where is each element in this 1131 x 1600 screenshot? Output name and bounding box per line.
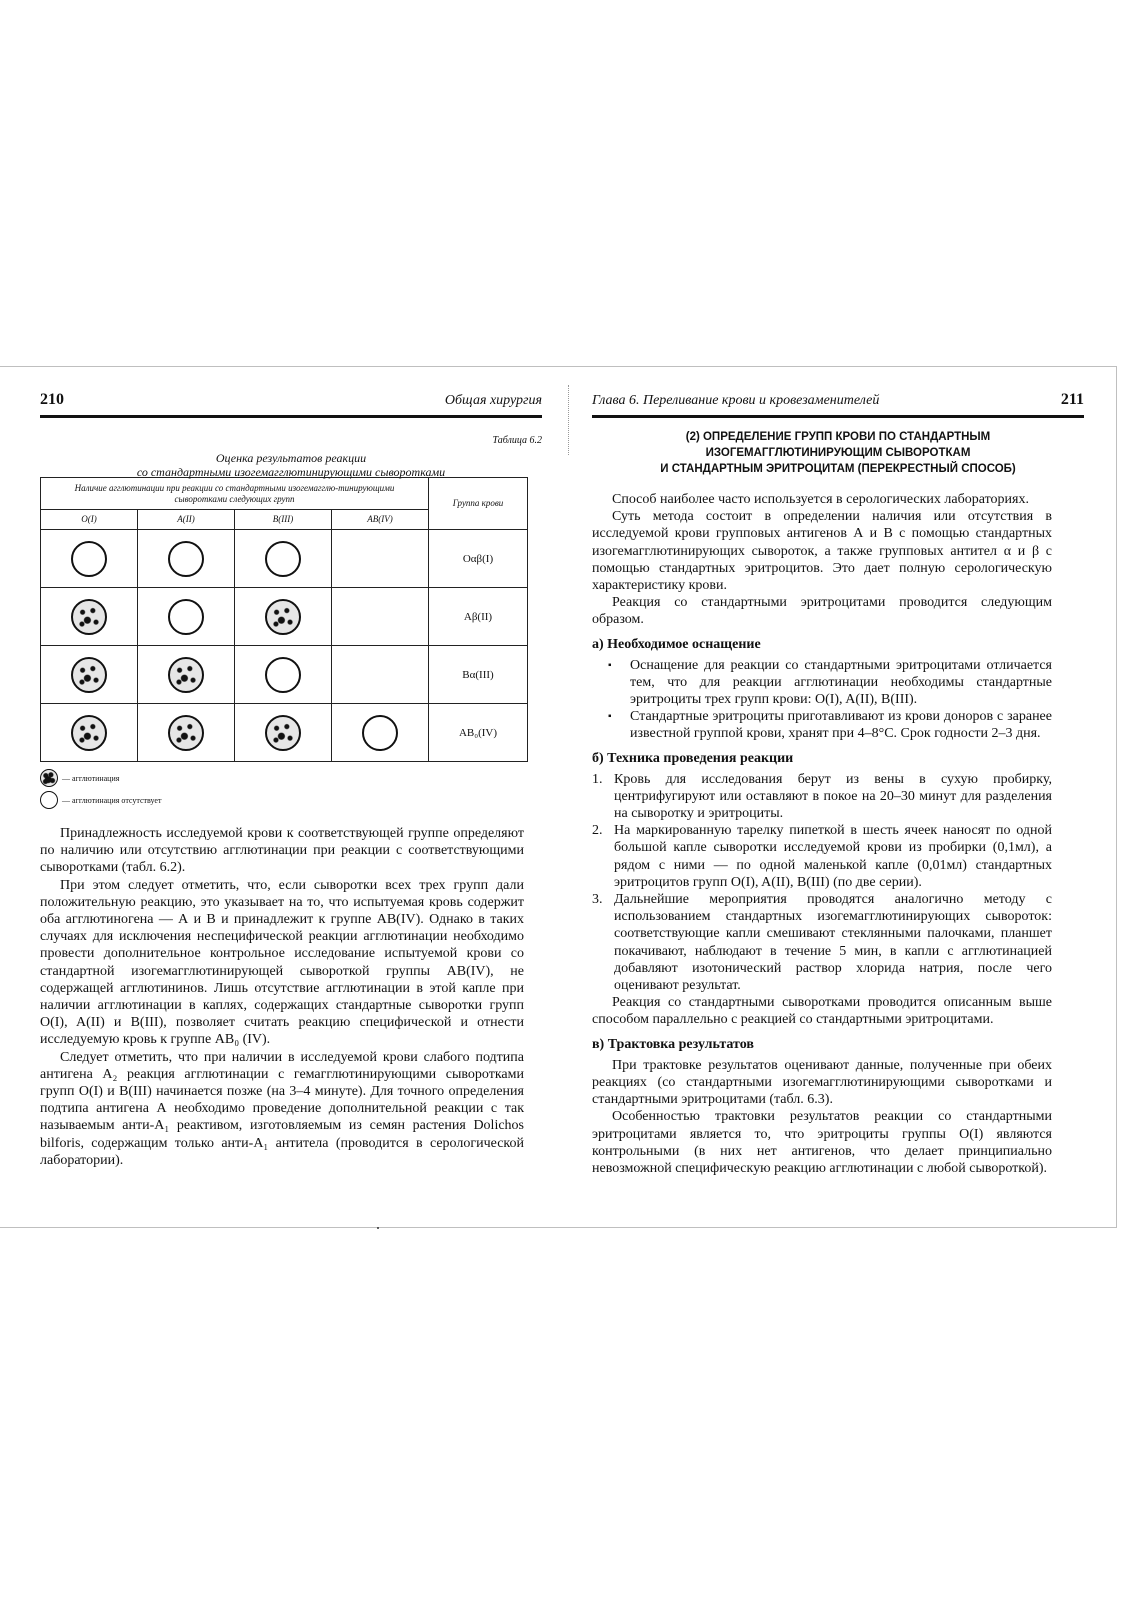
table-row bbox=[41, 646, 528, 704]
agglutination-icon bbox=[168, 715, 204, 751]
no-agglutination-icon bbox=[265, 657, 301, 693]
result-cell bbox=[234, 704, 331, 762]
agglutination-icon bbox=[265, 715, 301, 751]
paragraph: Принадлежность исследуемой крови к соответствующей группе определяют по наличию или отсутствию агглютинации при реакции с соответствующими сыворотками (табл. 6.2). bbox=[40, 826, 524, 876]
agglutination-icon bbox=[71, 599, 107, 635]
result-cell bbox=[137, 530, 234, 588]
result-cell bbox=[137, 704, 234, 762]
result-cell bbox=[137, 646, 234, 704]
agglutination-icon bbox=[71, 715, 107, 751]
caption-line: со стандартными изогемагглютинирующими сыворотками bbox=[136, 465, 446, 479]
speck bbox=[377, 1227, 379, 1229]
table-row bbox=[41, 588, 528, 646]
subheading: а) Необходимое оснащение bbox=[592, 636, 761, 652]
paragraph: Суть метода состоит в определении наличия или отсутствия в исследуемой крови групповых антигенов А и В с помощью стандартных изогемагглютинирующих сывороток, а также групповых антител α и β с помощью стандартных эритроцитов. Это дает полную серологическую характеристику крови. bbox=[592, 509, 1052, 594]
running-title: Общая хирургия bbox=[444, 393, 542, 408]
page-number: 210 bbox=[40, 391, 64, 408]
table-number: Таблица 6.2 bbox=[492, 435, 542, 446]
group-cell: AB₀(IV) bbox=[429, 704, 528, 762]
section-title-line: И СТАНДАРТНЫМ ЭРИТРОЦИТАМ (ПЕРЕКРЕСТНЫЙ СПОСОБ) bbox=[660, 463, 1016, 475]
agglutination-icon bbox=[40, 769, 58, 787]
result-cell bbox=[331, 588, 428, 646]
equipment-list bbox=[592, 657, 1052, 743]
no-agglutination-icon bbox=[362, 715, 398, 751]
running-header bbox=[592, 389, 1084, 418]
list-item bbox=[592, 891, 1052, 994]
result-cell bbox=[41, 704, 138, 762]
table-legend bbox=[40, 767, 161, 811]
section-title-line: (2) ОПРЕДЕЛЕНИЕ ГРУПП КРОВИ ПО СТАНДАРТНЫМ bbox=[685, 431, 991, 443]
result-cell bbox=[331, 530, 428, 588]
agglutination-icon bbox=[71, 657, 107, 693]
list-item: ▪ Оснащение для реакции со стандартными эритроцитами отличается тем, что для реакции агглютинации необходимы стандартные эритроциты трех групп крови: O(I), A(II), B(III). bbox=[592, 657, 1052, 709]
no-agglutination-icon bbox=[168, 541, 204, 577]
paragraph: При трактовке результатов оценивают данные, полученные при обеих реакциях (со стандартными изогемагглютинирующими сыворотками и стандартными эритроцитами (табл. 6.3). bbox=[592, 1057, 1052, 1108]
gutter-shadow bbox=[568, 385, 571, 455]
result-cell bbox=[331, 704, 428, 762]
table-caption bbox=[40, 451, 542, 479]
legend-label: — агглютинация bbox=[62, 773, 120, 783]
agglutination-icon bbox=[265, 599, 301, 635]
book-spread bbox=[0, 366, 1117, 1228]
result-cell bbox=[234, 646, 331, 704]
step-text: На маркированную тарелку пипеткой в шесть ячеек наносят по одной большой капле сыворотки исследуемой крови из пробирки (0,1мл), а рядом с ними — по одной маленькой капле (0,01мл) стандартных эритроцитов групп O(I), A(II), B(III) (по две серии). bbox=[614, 823, 1052, 890]
section-title-line: ИЗОГЕМАГГЛЮТИНИРУЮЩИМ СЫВОРОТКАМ bbox=[705, 447, 971, 459]
paragraph: Особенностью трактовки результатов реакции со стандартными эритроцитами является то, что эритроциты группы O(I) являются контрольными (в них нет антигенов, что делает принципиально невозможной специфическую реакцию агглютинации с любой сывороткой). bbox=[592, 1109, 1052, 1176]
left-page bbox=[40, 367, 542, 1227]
page-number: 211 bbox=[1060, 391, 1084, 408]
column-header: B(III) bbox=[234, 510, 331, 530]
paragraph: При этом следует отметить, что, если сыворотки всех трех групп дали положительную реакцию, это указывает на то, что испытуемая кровь содержит оба агглютиногена — А и В и принадлежит к группе AB(IV). Однако в таких случаях для исключения неспецифической реакции агглютинации необходимо провести дополнительное контрольное исследование испытуемой крови со стандартной изогемагглютинирующей сывороткой группы AB(IV), не содержащей агглютининов. Лишь отсутствие агглютинации в этой капле при наличии агглютинации в каплях, содержащих стандартные сыворотки групп O(I), A(II) и B(III), позволяет считать реакцию специфической и отнести исследуемую кровь к группе AB₀ (IV). bbox=[40, 877, 524, 1048]
result-cell bbox=[234, 588, 331, 646]
no-agglutination-icon bbox=[168, 599, 204, 635]
right-page bbox=[592, 367, 1084, 1227]
subheading: в) Трактовка результатов bbox=[592, 1036, 754, 1052]
blood-group-table bbox=[40, 477, 528, 762]
table-row bbox=[41, 704, 528, 762]
column-header: AB(IV) bbox=[331, 510, 428, 530]
column-header: O(I) bbox=[41, 510, 138, 530]
result-cell bbox=[41, 588, 138, 646]
paragraph: Реакция со стандартными сыворотками проводится описанным выше способом параллельно с реакцией со стандартными эритроцитами. bbox=[592, 995, 1052, 1028]
list-item bbox=[592, 771, 1052, 823]
list-item: ▪ Стандартные эритроциты приготавливают из крови доноров с заранее известной группой крови, хранят при 4–8°С. Срок годности 2–3 дня. bbox=[592, 708, 1052, 742]
list-item bbox=[592, 822, 1052, 891]
group-cell: Aβ(II) bbox=[429, 588, 528, 646]
paragraph: Реакция со стандартными эритроцитами проводится следующим образом. bbox=[592, 595, 1052, 628]
column-header: A(II) bbox=[137, 510, 234, 530]
caption-line: Оценка результатов реакции bbox=[215, 451, 367, 465]
no-agglutination-icon bbox=[265, 541, 301, 577]
table-row bbox=[41, 530, 528, 588]
table-header-main: Наличие агглютинации при реакции со стандартными изогемагглю-тинирующими сыворотками следующих групп bbox=[41, 478, 429, 510]
agglutination-icon bbox=[168, 657, 204, 693]
table-header-group: Группа крови bbox=[429, 478, 528, 530]
step-text: Кровь для исследования берут из вены в сухую пробирку, центрифугируют или оставляют в покое на 20–30 минут для разделения на сыворотку и эритроциты. bbox=[614, 771, 1052, 822]
running-title: Глава 6. Переливание крови и кровезаменителей bbox=[592, 393, 880, 408]
result-cell bbox=[137, 588, 234, 646]
paragraph: Следует отметить, что при наличии в исследуемой крови слабого подтипа антигена A₂ реакция агглютинации с гемагглютинирующими сыворотками групп O(I) и B(III) начинается позже (на 3–4 минуте). Для точного определения подтипа антигена А необходимо проведение дополнительной реакции с так называемым анти-A₁ реактивом, изготовляемым из семян растения Dolichos bilforis, содержащим только анти-A₁ антитела (проводится в серологической лаборатории). bbox=[40, 1049, 524, 1168]
running-header bbox=[40, 389, 542, 418]
legend-label: — агглютинация отсутствует bbox=[62, 795, 162, 805]
group-cell: Oαβ(I) bbox=[429, 530, 528, 588]
result-cell bbox=[234, 530, 331, 588]
no-agglutination-icon bbox=[71, 541, 107, 577]
step-number: 2. bbox=[592, 823, 603, 839]
paragraph: Способ наиболее часто используется в серологических лабораториях. bbox=[612, 492, 1029, 507]
step-number: 1. bbox=[592, 771, 603, 787]
result-cell bbox=[331, 646, 428, 704]
step-text: Дальнейшие мероприятия проводятся аналогично методу с использованием стандартных изогемагглютинирующих сывороток: соответствующие капли смешивают стеклянными палочками, планшет покачивают, наблюдают в течение 5 мин, в капли с агглютинацией добавляют изотонический раствор хлорида натрия, после чего оценивают результат. bbox=[614, 892, 1052, 994]
no-agglutination-icon bbox=[40, 791, 58, 809]
subheading: б) Техника проведения реакции bbox=[592, 750, 794, 766]
left-body-text bbox=[40, 825, 524, 1169]
steps-list bbox=[592, 771, 1052, 995]
result-cell bbox=[41, 646, 138, 704]
step-number: 3. bbox=[592, 892, 603, 908]
group-cell: Bα(III) bbox=[429, 646, 528, 704]
result-cell bbox=[41, 530, 138, 588]
right-body-text bbox=[592, 491, 1052, 1177]
section-title bbox=[592, 429, 1084, 477]
